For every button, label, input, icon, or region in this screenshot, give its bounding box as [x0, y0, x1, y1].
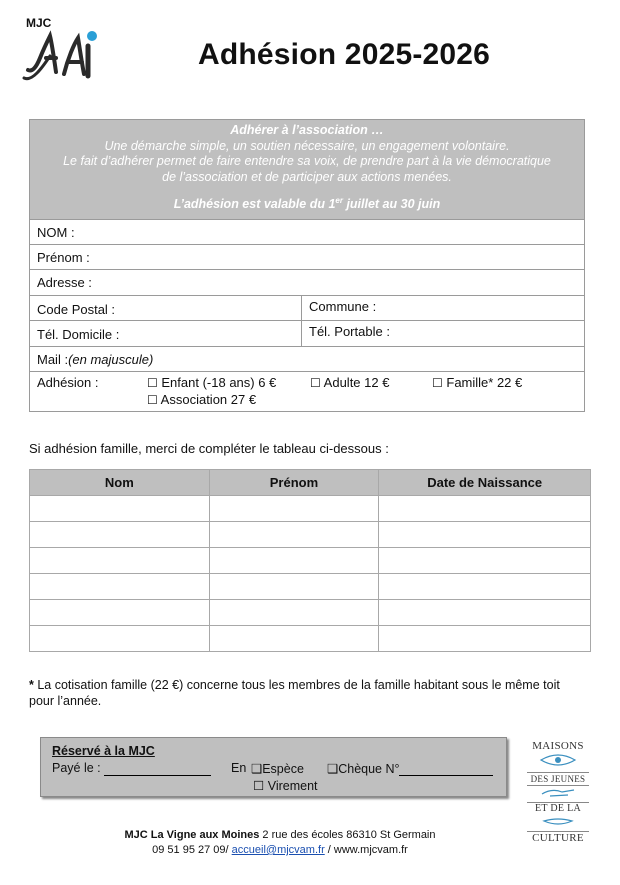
code-postal-label: Code Postal :	[37, 301, 116, 317]
option-enfant[interactable]: ☐ Enfant (-18 ans) 6 €	[147, 375, 277, 390]
code-postal-field[interactable]	[30, 296, 302, 320]
intro-line: Une démarche simple, un soutien nécessaire, un engagement volontaire.	[104, 138, 510, 153]
prenom-field[interactable]	[30, 244, 584, 269]
membership-form	[29, 119, 585, 412]
option-adulte[interactable]: ☐ Adulte 12 €	[310, 375, 390, 390]
option-virement[interactable]: ☐ Virement	[253, 779, 318, 793]
tel-portable-field[interactable]	[302, 321, 390, 346]
table-cell[interactable]	[209, 626, 379, 652]
email-link[interactable]: accueil@mjcvam.fr	[231, 844, 325, 856]
logo-word: ET DE LA	[527, 802, 589, 815]
footer	[0, 828, 560, 858]
table-row	[30, 548, 591, 574]
adresse-field[interactable]	[30, 269, 584, 295]
commune-label: Commune :	[309, 298, 377, 314]
paye-label: Payé le :	[52, 761, 101, 775]
table-cell[interactable]	[209, 600, 379, 626]
table-cell[interactable]	[379, 548, 591, 574]
column-header-date: Date de Naissance	[379, 470, 591, 496]
table-cell[interactable]	[209, 548, 379, 574]
option-espece[interactable]: ❑Espèce	[251, 762, 304, 776]
adresse-label: Adresse :	[37, 275, 92, 290]
table-row	[30, 626, 591, 652]
family-table	[29, 469, 591, 652]
table-cell[interactable]	[30, 600, 210, 626]
intro-line: Le fait d’adhérer permet de faire entendre sa voix, de prendre part à la vie démocratique	[63, 154, 551, 168]
table-header-row	[30, 470, 591, 496]
validity-text: L’adhésion est valable du 1er juillet au 30 juin	[173, 196, 441, 212]
reserved-title: Réservé à la MJC	[52, 744, 155, 758]
option-cheque[interactable]: ❑Chèque N°	[327, 762, 400, 776]
tel-portable-label: Tél. Portable :	[309, 324, 390, 339]
website-link[interactable]: www.mjcvam.fr	[333, 844, 408, 856]
table-cell[interactable]	[30, 496, 210, 522]
checkbox-icon: ❑	[327, 762, 339, 776]
adhesion-label: Adhésion :	[37, 375, 99, 390]
tel-domicile-label: Tél. Domicile :	[37, 327, 120, 342]
postal-row	[30, 295, 584, 320]
phone-row	[30, 320, 584, 346]
column-header-prenom: Prénom	[209, 470, 379, 496]
family-note	[29, 677, 569, 709]
paye-line[interactable]	[104, 775, 211, 776]
column-header-nom: Nom	[30, 470, 210, 496]
logo-word: MAISONS	[532, 740, 584, 752]
page-title: Adhésion 2025-2026	[198, 38, 491, 71]
checkbox-icon: ☐	[147, 393, 158, 407]
table-cell[interactable]	[30, 548, 210, 574]
commune-field[interactable]	[302, 296, 376, 320]
prenom-label: Prénom :	[37, 249, 90, 265]
checkbox-icon: ☐	[432, 376, 443, 390]
footer-contact: 09 51 95 27 09/ accueil@mjcvam.fr / www.mjcvam.fr	[152, 844, 408, 856]
mouth-icon	[538, 815, 578, 827]
checkbox-icon: ❑	[251, 762, 263, 776]
en-label: En	[231, 761, 247, 775]
reserved-box	[40, 737, 507, 797]
checkbox-icon: ☐	[147, 376, 158, 390]
eye-icon	[538, 752, 578, 768]
table-cell[interactable]	[209, 496, 379, 522]
mail-label: Mail :	[37, 351, 69, 367]
table-cell[interactable]	[379, 496, 591, 522]
intro-band	[30, 120, 584, 219]
intro-line: de l’association et de participer aux actions menées.	[162, 169, 452, 184]
table-row	[30, 574, 591, 600]
table-cell[interactable]	[209, 522, 379, 548]
note-star: *	[29, 678, 34, 692]
logo-text: MJC	[26, 16, 52, 30]
tel-domicile-field[interactable]	[30, 321, 302, 346]
family-intro: Si adhésion famille, merci de compléter le tableau ci-dessous :	[29, 441, 389, 456]
table-cell[interactable]	[30, 522, 210, 548]
table-cell[interactable]	[30, 574, 210, 600]
logo-word: DES JEUNES	[527, 772, 589, 786]
table-cell[interactable]	[379, 626, 591, 652]
mjc-logo	[22, 28, 112, 86]
option-association[interactable]: ☐ Association 27 €	[147, 392, 257, 407]
table-cell[interactable]	[379, 600, 591, 626]
option-famille[interactable]: ☐ Famille* 22 €	[432, 375, 523, 390]
hand-icon	[538, 786, 578, 798]
checkbox-icon: ☐	[253, 779, 265, 793]
logo-word: CULTURE	[527, 831, 589, 844]
nom-field[interactable]	[30, 219, 584, 244]
table-row	[30, 600, 591, 626]
checkbox-icon: ☐	[310, 376, 321, 390]
cheque-line[interactable]	[399, 775, 493, 776]
note-text: La cotisation famille (22 €) concerne tous les membres de la famille habitant sous le même toit pour l’année.	[29, 678, 560, 708]
intro-heading: Adhérer à l’association …	[230, 123, 384, 137]
table-row	[30, 522, 591, 548]
mail-field[interactable]	[30, 346, 584, 371]
table-cell[interactable]	[209, 574, 379, 600]
adhesion-row	[30, 371, 584, 411]
table-row	[30, 496, 591, 522]
table-cell[interactable]	[30, 626, 210, 652]
nom-label: NOM :	[37, 224, 75, 240]
footer-address: MJC La Vigne aux Moines 2 rue des écoles 86310 St Germain	[124, 829, 436, 841]
table-cell[interactable]	[379, 522, 591, 548]
table-cell[interactable]	[379, 574, 591, 600]
mail-hint: (en majuscule)	[68, 351, 154, 367]
